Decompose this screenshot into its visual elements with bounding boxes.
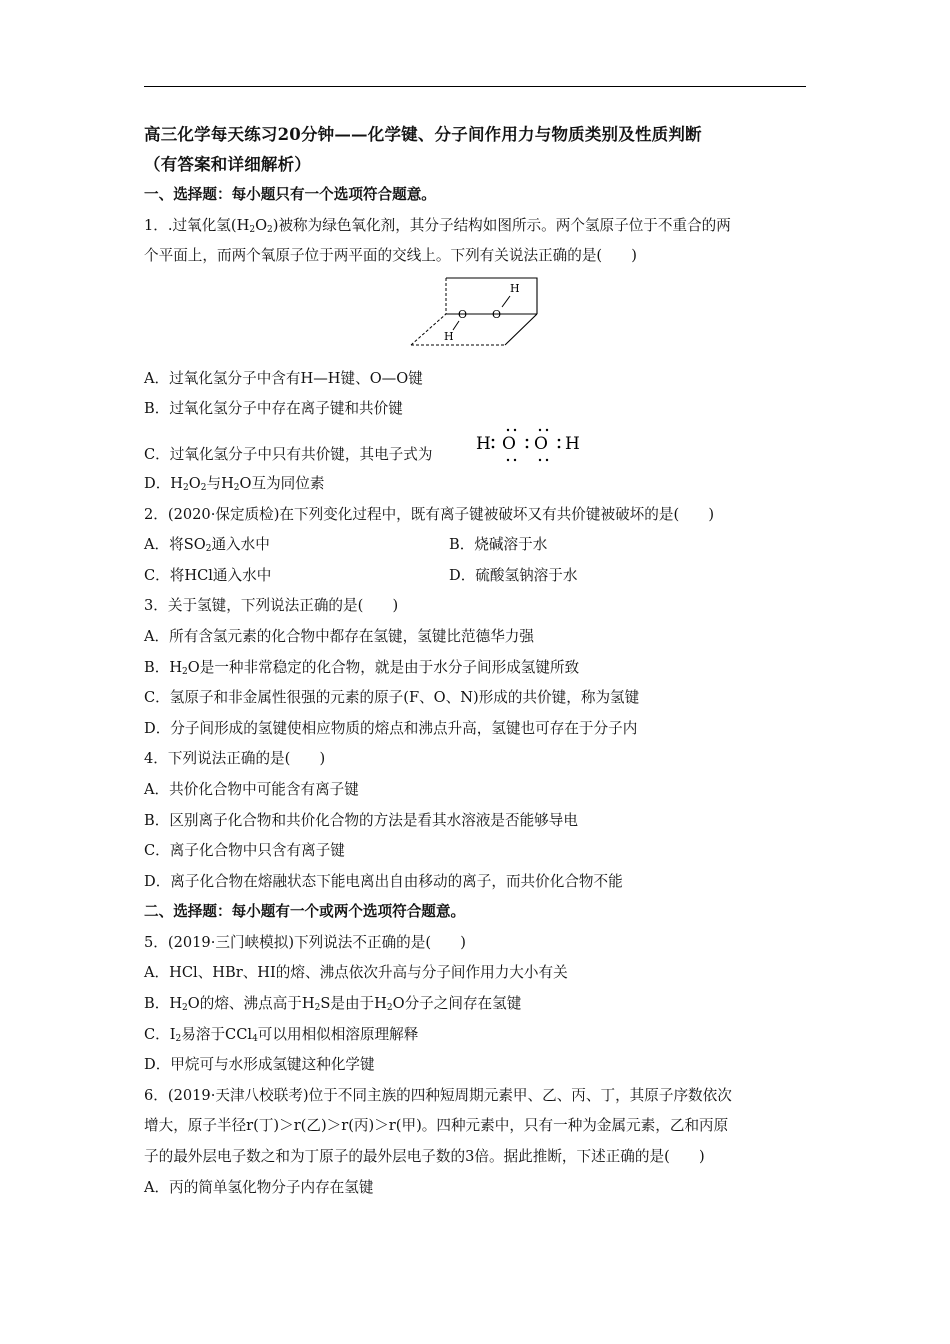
ef-o-left: O xyxy=(502,433,516,454)
atom-h-upper: H xyxy=(510,281,520,295)
o-h-bond-upper xyxy=(502,296,510,307)
q5-option-b: B．$H_2O$的熔、沸点高于$H_2S$是由于$H_2O$分子之间存在氢键 xyxy=(144,995,522,1014)
q3-stem: 3．关于氢键，下列说法正确的是( ) xyxy=(144,597,399,615)
h2o2-structure-figure xyxy=(144,274,808,358)
q2-option-a: A．将$SO_2$通入水中 xyxy=(144,536,270,555)
q2-options-row-1 xyxy=(144,530,808,561)
q2-option-c: C．将HCl通入水中 xyxy=(144,566,272,584)
q6-stem-line-1: 6．(2019·天津八校联考)位于不同主族的四种短周期元素甲、乙、丙、丁，其原子序数依次 xyxy=(144,1086,732,1104)
q5-option-c: C．$I_2$易溶于CCl$_4$可以用相似相溶原理解释 xyxy=(144,1025,419,1044)
ef-h-right: H xyxy=(565,433,580,454)
section-heading-2: 二、选择题：每小题有一个或两个选项符合题意。 xyxy=(144,903,466,921)
q1-option-c xyxy=(144,425,808,469)
document-page xyxy=(144,120,808,1203)
q4-option-b: B．区别离子化合物和共价化合物的方法是看其水溶液是否能够导电 xyxy=(144,811,578,829)
q1-option-d: D．$H_2O_2$与$H_2O$互为同位素 xyxy=(144,474,325,493)
ef-o-right: O xyxy=(534,433,548,454)
q1-stem-line-2: 个平面上，而两个氧原子位于两平面的交线上。下列有关说法正确的是( ) xyxy=(144,247,637,265)
o-h-bond-lower xyxy=(453,321,459,330)
q5-option-a: A．HCl、HBr、HI的熔、沸点依次升高与分子间作用力大小有关 xyxy=(144,964,568,982)
q6-stem-line-2: 增大，原子半径r(丁)＞r(乙)＞r(丙)＞r(甲)。四种元素中，只有一种为金属元素，乙和丙原 xyxy=(144,1117,729,1135)
header-rule xyxy=(144,86,806,87)
q2-options-row-2 xyxy=(144,561,808,592)
q1-option-b: B．过氧化氢分子中存在离子键和共价键 xyxy=(144,400,403,418)
atom-h-lower: H xyxy=(444,329,454,343)
q1-option-a: A．过氧化氢分子中含有H—H键、O—O键 xyxy=(144,369,423,387)
h2o2-structure-diagram xyxy=(406,274,546,354)
section-heading-1: 一、选择题：每小题只有一个选项符合题意。 xyxy=(144,186,436,203)
q3-option-a: A．所有含氢元素的化合物中都存在氢键，氢键比范德华力强 xyxy=(144,627,534,645)
q3-option-b: B．$H_2O$是一种非常稳定的化合物，就是由于水分子间形成氢键所致 xyxy=(144,658,580,677)
q2-option-d: D．硫酸氢钠溶于水 xyxy=(449,566,578,584)
electron-formula xyxy=(472,421,592,467)
title-line-2: （有答案和详细解析） xyxy=(144,155,311,174)
q4-option-c: C．离子化合物中只含有离子键 xyxy=(144,842,345,860)
q3-option-c: C．氢原子和非金属性很强的元素的原子(F、O、N)形成的共价键，称为氢键 xyxy=(144,689,640,707)
q5-option-d: D．甲烷可与水形成氢键这种化学键 xyxy=(144,1056,375,1074)
ef-h-left: H xyxy=(476,433,491,454)
q2-stem: 2．(2020·保定质检)在下列变化过程中，既有离子键被破坏又有共价键被破坏的是( ) xyxy=(144,505,715,523)
q6-stem-line-3: 子的最外层电子数之和为丁原子的最外层电子数的3倍。据此推断，下述正确的是( ) xyxy=(144,1148,705,1166)
q4-option-a: A．共价化合物中可能含有离子键 xyxy=(144,780,359,798)
atom-o-right: O xyxy=(492,307,502,321)
horizontal-plane-right-edge xyxy=(505,314,537,345)
q5-stem: 5．(2019·三门峡模拟)下列说法不正确的是( ) xyxy=(144,933,466,951)
q4-stem: 4．下列说法正确的是( ) xyxy=(144,750,326,768)
q1-option-c-text: C．过氧化氢分子中只有共价键，其电子式为 xyxy=(144,445,433,463)
page-title xyxy=(144,120,808,180)
q1-stem-line-1: 1．.过氧化氢$(H_2O_2)$被称为绿色氧化剂，其分子结构如图所示。两个氢原子位于不重合的两 xyxy=(144,216,731,235)
q4-option-d: D．离子化合物在熔融状态下能电离出自由移动的离子，而共价化合物不能 xyxy=(144,872,623,890)
title-line-1: 高三化学每天练习20分钟——化学键、分子间作用力与物质类别及性质判断 xyxy=(144,125,702,144)
q3-option-d: D．分子间形成的氢键使相应物质的熔点和沸点升高，氢键也可存在于分子内 xyxy=(144,719,638,737)
atom-o-left: O xyxy=(458,307,468,321)
q2-option-b: B．烧碱溶于水 xyxy=(449,536,548,554)
horizontal-plane-left-edge xyxy=(411,314,446,345)
q6-option-a: A．丙的简单氢化物分子内存在氢键 xyxy=(144,1178,374,1196)
